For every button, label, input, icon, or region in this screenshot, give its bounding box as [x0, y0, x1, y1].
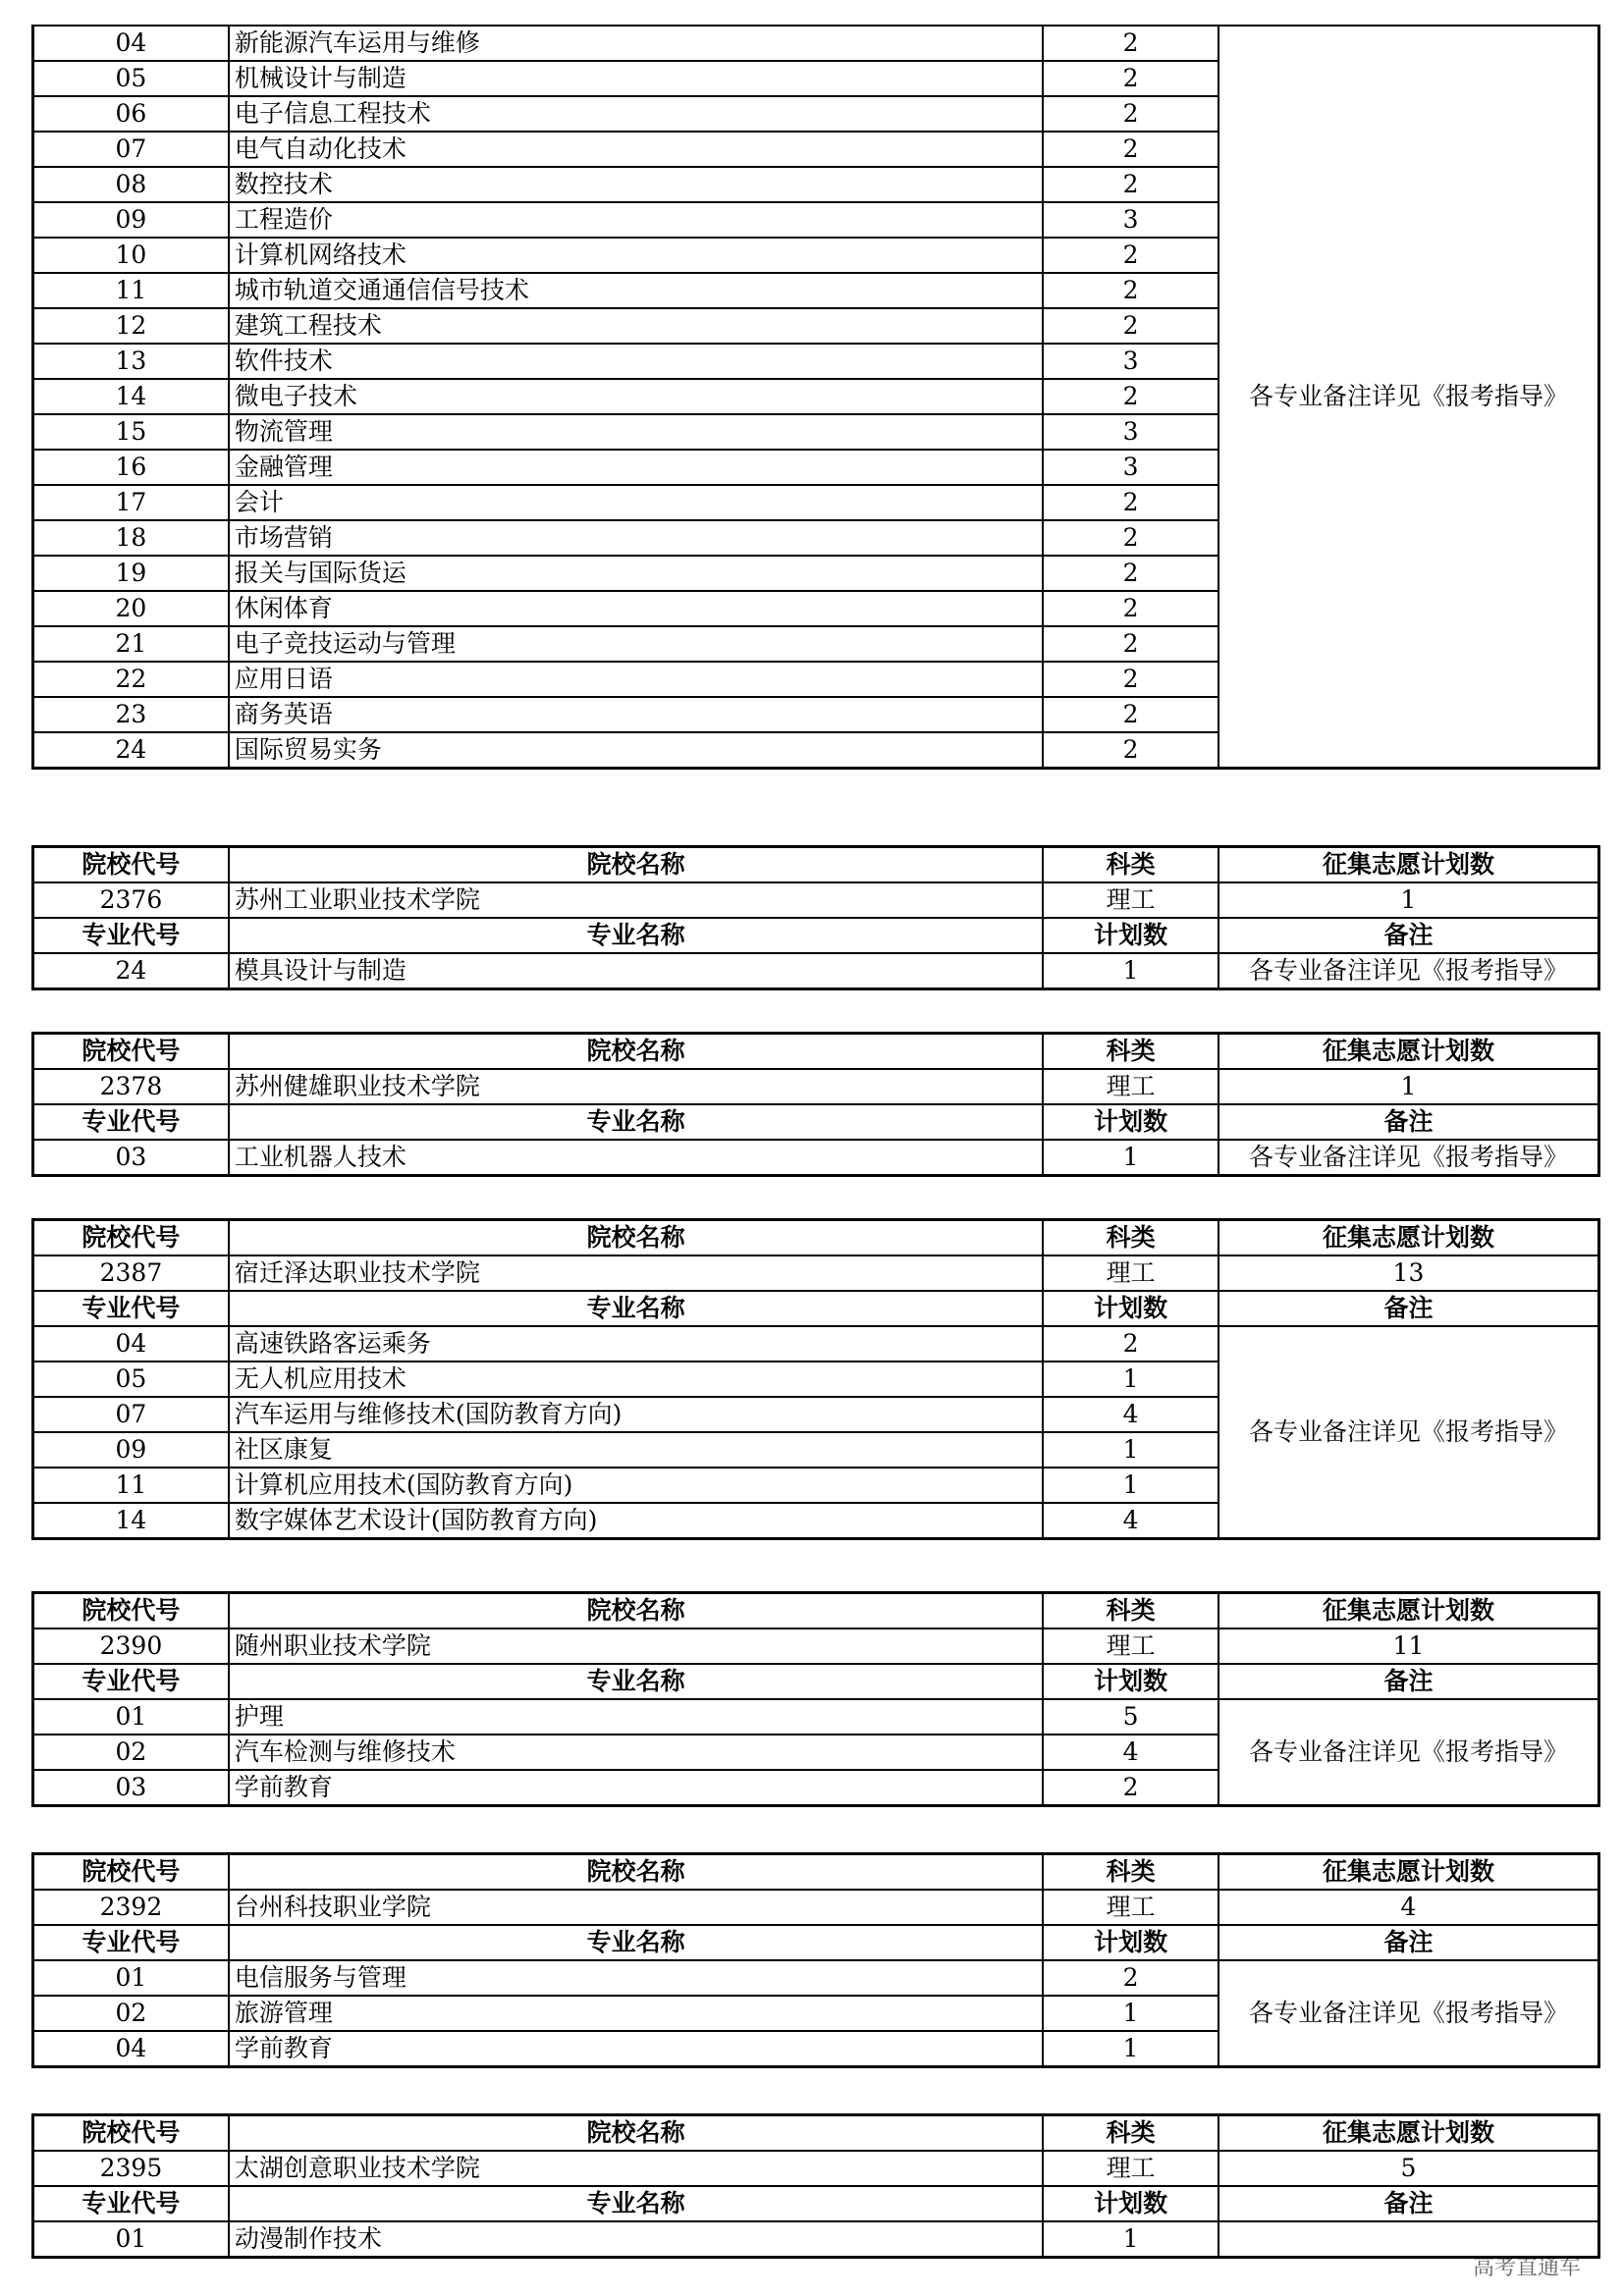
plan-count-cell: 2: [1043, 61, 1218, 96]
major-name-cell: 汽车检测与维修技术: [229, 1735, 1043, 1770]
major-code-cell: 14: [33, 379, 229, 414]
major-code-cell: 01: [33, 2221, 229, 2258]
header-category: 科类: [1043, 1593, 1218, 1629]
plan-count-cell: 3: [1043, 414, 1218, 450]
major-name-cell: 电信服务与管理: [229, 1960, 1043, 1996]
major-code-cell: 23: [33, 697, 229, 732]
plan-count-cell: 2: [1043, 626, 1218, 662]
plan-count-cell: 4: [1043, 1735, 1218, 1770]
major-name-cell: 无人机应用技术: [229, 1362, 1043, 1397]
header-major-name: 专业名称: [229, 918, 1043, 953]
major-code-cell: 03: [33, 1770, 229, 1806]
plan-count-cell: 4: [1043, 1397, 1218, 1432]
major-code-cell: 08: [33, 167, 229, 202]
header-plan-count: 计划数: [1043, 1664, 1218, 1699]
remark-cell: 各专业备注详见《报考指导》: [1218, 1140, 1599, 1176]
header-remark: 备注: [1218, 2186, 1599, 2221]
major-name-cell: 数控技术: [229, 167, 1043, 202]
header-school-name: 院校名称: [229, 1593, 1043, 1629]
header-school-code: 院校代号: [33, 1854, 229, 1891]
major-code-cell: 09: [33, 1432, 229, 1468]
major-name-cell: 模具设计与制造: [229, 953, 1043, 989]
major-code-cell: 15: [33, 414, 229, 450]
school-name-cell: 苏州健雄职业技术学院: [229, 1069, 1043, 1104]
plan-count-cell: 2: [1043, 1770, 1218, 1806]
header-school-name: 院校名称: [229, 1854, 1043, 1891]
header-remark: 备注: [1218, 1291, 1599, 1326]
header-remark: 备注: [1218, 1664, 1599, 1699]
major-name-cell: 高速铁路客运乘务: [229, 1326, 1043, 1362]
school-name-cell: 随州职业技术学院: [229, 1629, 1043, 1664]
plan-count-cell: 1: [1043, 953, 1218, 989]
plan-count-cell: 2: [1043, 520, 1218, 556]
major-header-row: [33, 1291, 1599, 1326]
plan-count-cell: 3: [1043, 202, 1218, 238]
major-name-cell: 建筑工程技术: [229, 308, 1043, 344]
category-cell: 理工: [1043, 882, 1218, 918]
school-header-row: [33, 847, 1599, 883]
school-table: [31, 1852, 1600, 2068]
major-name-cell: 电子竞技运动与管理: [229, 626, 1043, 662]
major-header-row: [33, 1925, 1599, 1960]
header-remark: 备注: [1218, 918, 1599, 953]
table-row: [33, 1699, 1599, 1735]
major-header-row: [33, 1664, 1599, 1699]
major-name-cell: 电气自动化技术: [229, 132, 1043, 167]
major-name-cell: 微电子技术: [229, 379, 1043, 414]
plan-count-cell: 2: [1043, 556, 1218, 591]
plan-total-cell: 5: [1218, 2151, 1599, 2186]
plan-count-cell: 2: [1043, 1326, 1218, 1362]
header-school-code: 院校代号: [33, 1593, 229, 1629]
table-row: [33, 1140, 1599, 1176]
header-major-name: 专业名称: [229, 1925, 1043, 1960]
major-code-cell: 07: [33, 1397, 229, 1432]
school-info-row: [33, 1629, 1599, 1664]
header-major-name: 专业名称: [229, 1664, 1043, 1699]
plan-total-cell: 4: [1218, 1890, 1599, 1925]
header-major-name: 专业名称: [229, 1104, 1043, 1140]
header-school-name: 院校名称: [229, 1034, 1043, 1070]
major-header-row: [33, 918, 1599, 953]
plan-count-cell: 2: [1043, 379, 1218, 414]
major-name-cell: 计算机应用技术(国防教育方向): [229, 1468, 1043, 1503]
plan-count-cell: 1: [1043, 1140, 1218, 1176]
header-plan-total: 征集志愿计划数: [1218, 2115, 1599, 2152]
major-code-cell: 11: [33, 273, 229, 308]
plan-count-cell: 1: [1043, 2221, 1218, 2258]
school-table: [31, 1218, 1600, 1540]
plan-count-cell: 2: [1043, 273, 1218, 308]
major-code-cell: 01: [33, 1960, 229, 1996]
plan-count-cell: 1: [1043, 1362, 1218, 1397]
school-info-row: [33, 1069, 1599, 1104]
major-code-cell: 19: [33, 556, 229, 591]
school-code-cell: 2387: [33, 1255, 229, 1291]
major-header-row: [33, 2186, 1599, 2221]
major-code-cell: 09: [33, 202, 229, 238]
major-header-row: [33, 1104, 1599, 1140]
header-plan-count: 计划数: [1043, 1104, 1218, 1140]
table-row: [33, 2221, 1599, 2258]
school-name-cell: 苏州工业职业技术学院: [229, 882, 1043, 918]
plan-count-cell: 1: [1043, 1996, 1218, 2031]
major-code-cell: 22: [33, 662, 229, 697]
major-name-cell: 机械设计与制造: [229, 61, 1043, 96]
header-major-code: 专业代号: [33, 1925, 229, 1960]
table-row: [33, 1326, 1599, 1362]
header-plan-total: 征集志愿计划数: [1218, 1593, 1599, 1629]
category-cell: 理工: [1043, 1629, 1218, 1664]
major-name-cell: 旅游管理: [229, 1996, 1043, 2031]
school-header-row: [33, 1593, 1599, 1629]
plan-count-cell: 1: [1043, 1468, 1218, 1503]
category-cell: 理工: [1043, 1890, 1218, 1925]
major-name-cell: 计算机网络技术: [229, 238, 1043, 273]
major-name-cell: 动漫制作技术: [229, 2221, 1043, 2258]
plan-count-cell: 2: [1043, 308, 1218, 344]
major-code-cell: 01: [33, 1699, 229, 1735]
major-name-cell: 工业机器人技术: [229, 1140, 1043, 1176]
header-school-code: 院校代号: [33, 1034, 229, 1070]
major-name-cell: 报关与国际货运: [229, 556, 1043, 591]
remark-cell: 各专业备注详见《报考指导》: [1218, 1960, 1599, 2067]
major-code-cell: 12: [33, 308, 229, 344]
category-cell: 理工: [1043, 1069, 1218, 1104]
major-code-cell: 10: [33, 238, 229, 273]
plan-count-cell: 2: [1043, 96, 1218, 132]
plan-count-cell: 2: [1043, 167, 1218, 202]
plan-count-cell: 1: [1043, 2031, 1218, 2067]
header-school-code: 院校代号: [33, 847, 229, 883]
plan-count-cell: 2: [1043, 591, 1218, 626]
plan-count-cell: 2: [1043, 485, 1218, 520]
header-major-name: 专业名称: [229, 2186, 1043, 2221]
major-code-cell: 05: [33, 61, 229, 96]
school-code-cell: 2395: [33, 2151, 229, 2186]
school-header-row: [33, 1220, 1599, 1256]
header-major-code: 专业代号: [33, 2186, 229, 2221]
school-name-cell: 台州科技职业学院: [229, 1890, 1043, 1925]
plan-count-cell: 2: [1043, 132, 1218, 167]
plan-count-cell: 5: [1043, 1699, 1218, 1735]
major-name-cell: 金融管理: [229, 450, 1043, 485]
school-table: [31, 845, 1600, 990]
major-code-cell: 18: [33, 520, 229, 556]
school-header-row: [33, 1854, 1599, 1891]
watermark: 高考直通车: [1473, 2256, 1582, 2280]
header-plan-total: 征集志愿计划数: [1218, 1034, 1599, 1070]
header-category: 科类: [1043, 1220, 1218, 1256]
remark-cell: 各专业备注详见《报考指导》: [1218, 26, 1599, 769]
major-name-cell: 社区康复: [229, 1432, 1043, 1468]
major-code-cell: 07: [33, 132, 229, 167]
header-major-name: 专业名称: [229, 1291, 1043, 1326]
category-cell: 理工: [1043, 2151, 1218, 2186]
major-code-cell: 13: [33, 344, 229, 379]
school-name-cell: 宿迁泽达职业技术学院: [229, 1255, 1043, 1291]
major-code-cell: 17: [33, 485, 229, 520]
header-plan-count: 计划数: [1043, 2186, 1218, 2221]
plan-count-cell: 2: [1043, 697, 1218, 732]
plan-count-cell: 4: [1043, 1503, 1218, 1539]
major-name-cell: 汽车运用与维修技术(国防教育方向): [229, 1397, 1043, 1432]
header-plan-total: 征集志愿计划数: [1218, 1854, 1599, 1891]
major-code-cell: 24: [33, 953, 229, 989]
header-plan-total: 征集志愿计划数: [1218, 1220, 1599, 1256]
plan-total-cell: 1: [1218, 882, 1599, 918]
remark-cell: [1218, 2221, 1599, 2258]
header-school-name: 院校名称: [229, 2115, 1043, 2152]
header-school-code: 院校代号: [33, 2115, 229, 2152]
major-code-cell: 06: [33, 96, 229, 132]
school-table: [31, 2113, 1600, 2259]
header-plan-total: 征集志愿计划数: [1218, 847, 1599, 883]
major-code-cell: 02: [33, 1735, 229, 1770]
major-code-cell: 04: [33, 1326, 229, 1362]
table-row: [33, 1960, 1599, 1996]
table-row: [33, 26, 1599, 61]
major-name-cell: 学前教育: [229, 2031, 1043, 2067]
school-table: [31, 1591, 1600, 1807]
major-name-cell: 软件技术: [229, 344, 1043, 379]
header-major-code: 专业代号: [33, 1291, 229, 1326]
header-plan-count: 计划数: [1043, 918, 1218, 953]
major-name-cell: 会计: [229, 485, 1043, 520]
table-row: [33, 953, 1599, 989]
school-code-cell: 2390: [33, 1629, 229, 1664]
category-cell: 理工: [1043, 1255, 1218, 1291]
major-code-cell: 04: [33, 2031, 229, 2067]
school-header-row: [33, 1034, 1599, 1070]
major-code-cell: 03: [33, 1140, 229, 1176]
school-info-row: [33, 1255, 1599, 1291]
major-name-cell: 休闲体育: [229, 591, 1043, 626]
school-header-row: [33, 2115, 1599, 2152]
major-name-cell: 数字媒体艺术设计(国防教育方向): [229, 1503, 1043, 1539]
plan-count-cell: 2: [1043, 732, 1218, 769]
school-info-row: [33, 882, 1599, 918]
header-plan-count: 计划数: [1043, 1291, 1218, 1326]
continued-major-table: [31, 25, 1600, 770]
remark-cell: 各专业备注详见《报考指导》: [1218, 953, 1599, 989]
plan-count-cell: 2: [1043, 1960, 1218, 1996]
major-code-cell: 04: [33, 26, 229, 61]
major-code-cell: 02: [33, 1996, 229, 2031]
remark-cell: 各专业备注详见《报考指导》: [1218, 1699, 1599, 1806]
major-code-cell: 16: [33, 450, 229, 485]
header-remark: 备注: [1218, 1925, 1599, 1960]
major-code-cell: 05: [33, 1362, 229, 1397]
header-major-code: 专业代号: [33, 1664, 229, 1699]
school-code-cell: 2376: [33, 882, 229, 918]
school-info-row: [33, 1890, 1599, 1925]
major-code-cell: 14: [33, 1503, 229, 1539]
plan-count-cell: 3: [1043, 450, 1218, 485]
plan-total-cell: 1: [1218, 1069, 1599, 1104]
plan-count-cell: 2: [1043, 238, 1218, 273]
header-category: 科类: [1043, 1034, 1218, 1070]
plan-count-cell: 1: [1043, 1432, 1218, 1468]
major-code-cell: 21: [33, 626, 229, 662]
header-remark: 备注: [1218, 1104, 1599, 1140]
major-code-cell: 20: [33, 591, 229, 626]
plan-count-cell: 2: [1043, 662, 1218, 697]
major-name-cell: 商务英语: [229, 697, 1043, 732]
plan-count-cell: 2: [1043, 26, 1218, 61]
major-name-cell: 物流管理: [229, 414, 1043, 450]
major-name-cell: 工程造价: [229, 202, 1043, 238]
major-code-cell: 24: [33, 732, 229, 769]
major-name-cell: 学前教育: [229, 1770, 1043, 1806]
header-category: 科类: [1043, 1854, 1218, 1891]
major-code-cell: 11: [33, 1468, 229, 1503]
school-table: [31, 1032, 1600, 1177]
header-school-name: 院校名称: [229, 1220, 1043, 1256]
major-name-cell: 护理: [229, 1699, 1043, 1735]
header-major-code: 专业代号: [33, 1104, 229, 1140]
header-plan-count: 计划数: [1043, 1925, 1218, 1960]
school-code-cell: 2392: [33, 1890, 229, 1925]
major-name-cell: 电子信息工程技术: [229, 96, 1043, 132]
remark-cell: 各专业备注详见《报考指导》: [1218, 1326, 1599, 1539]
major-name-cell: 新能源汽车运用与维修: [229, 26, 1043, 61]
school-name-cell: 太湖创意职业技术学院: [229, 2151, 1043, 2186]
plan-total-cell: 13: [1218, 1255, 1599, 1291]
major-name-cell: 城市轨道交通通信信号技术: [229, 273, 1043, 308]
header-category: 科类: [1043, 2115, 1218, 2152]
school-info-row: [33, 2151, 1599, 2186]
header-major-code: 专业代号: [33, 918, 229, 953]
header-school-name: 院校名称: [229, 847, 1043, 883]
header-category: 科类: [1043, 847, 1218, 883]
school-code-cell: 2378: [33, 1069, 229, 1104]
major-name-cell: 应用日语: [229, 662, 1043, 697]
plan-total-cell: 11: [1218, 1629, 1599, 1664]
plan-count-cell: 3: [1043, 344, 1218, 379]
major-name-cell: 市场营销: [229, 520, 1043, 556]
major-name-cell: 国际贸易实务: [229, 732, 1043, 769]
header-school-code: 院校代号: [33, 1220, 229, 1256]
